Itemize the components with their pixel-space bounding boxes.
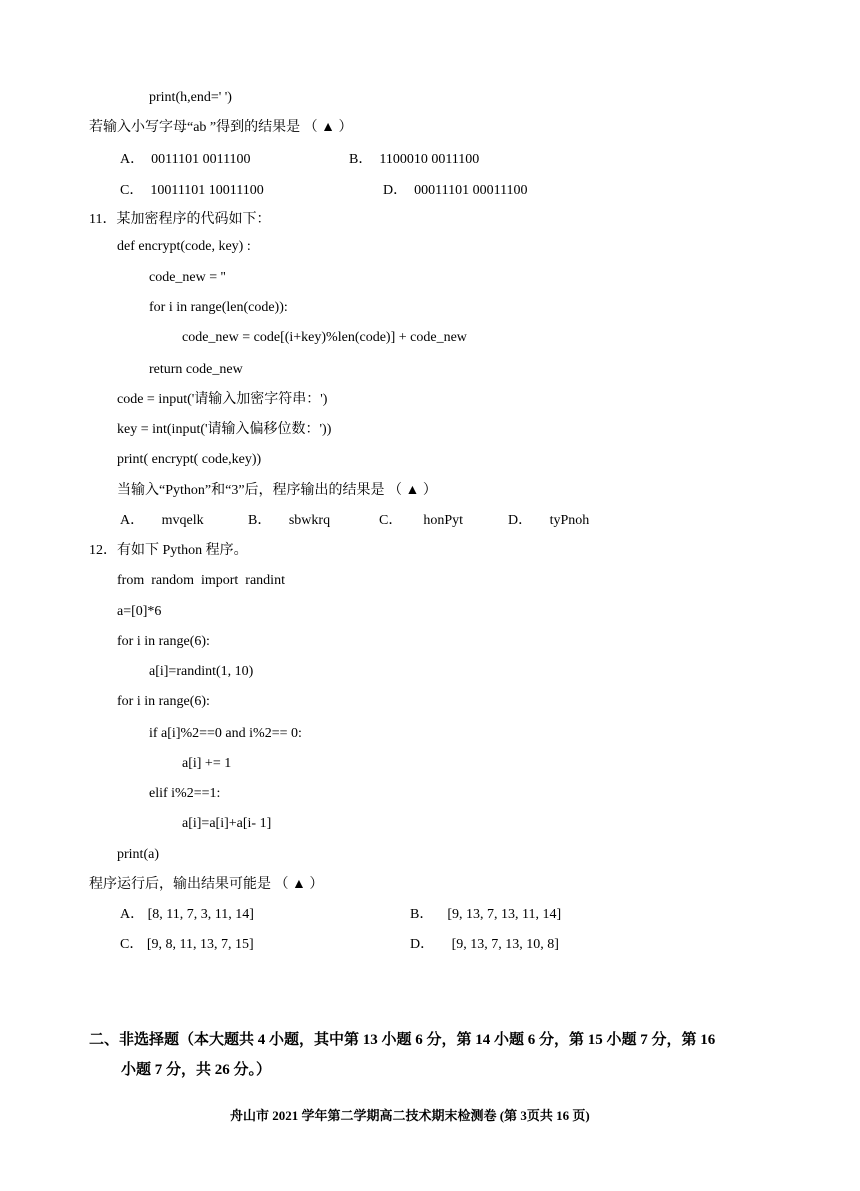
option-label: A． [120, 152, 145, 167]
option-c [120, 181, 264, 201]
option-b [349, 150, 479, 170]
option-d [383, 181, 528, 201]
code-line: a[i]=a[i]+a[i- 1] [182, 816, 272, 831]
option-text: mvqelk [161, 513, 204, 528]
option-b [248, 511, 330, 531]
option-label: D． [508, 513, 533, 528]
code-line: code_new = '' [149, 270, 226, 285]
question-text: 若输入小写字母“ab ”得到的结果是 （ ▲ ） [89, 120, 353, 135]
code-line: a[i]=randint(1, 10) [149, 664, 254, 679]
code-line: print( encrypt( code,key)) [117, 452, 262, 467]
option-label: C． [379, 513, 403, 528]
code-line: return code_new [149, 362, 243, 377]
option-label: B． [349, 152, 373, 167]
option-label: D． [410, 937, 435, 952]
option-a [120, 905, 254, 925]
option-text: 0011101 0011100 [151, 152, 251, 167]
question-stem: 12．有如下 Python 程序。 [89, 543, 248, 558]
code-line: print(h,end=' ') [149, 90, 232, 105]
option-label: B． [248, 513, 272, 528]
code-line: key = int(input('请输入偏移位数：')) [117, 422, 332, 437]
option-d [410, 935, 559, 955]
question-stem: 11．某加密程序的代码如下： [89, 212, 271, 227]
code-line: for i in range(len(code)): [149, 300, 288, 315]
page-footer: 舟山市 2021 学年第二学期高二技术期末检测卷 (第 3页共 16 页) [230, 1108, 590, 1123]
option-label: A． [120, 907, 145, 922]
code-line: def encrypt(code, key) : [117, 239, 251, 254]
option-label: B． [410, 907, 434, 922]
option-text: 10011101 10011100 [150, 183, 264, 198]
option-text: [9, 13, 7, 13, 11, 14] [447, 907, 562, 922]
option-d [508, 511, 589, 531]
option-text: honPyt [423, 513, 464, 528]
option-label: C． [120, 937, 144, 952]
question-text: 当输入“Python”和“3”后，程序输出的结果是 （ ▲ ） [117, 483, 437, 498]
code-line: if a[i]%2==0 and i%2== 0: [149, 726, 302, 741]
option-label: D． [383, 183, 408, 198]
code-line: code = input('请输入加密字符串：') [117, 392, 328, 407]
option-a [120, 150, 251, 170]
option-label: C． [120, 183, 144, 198]
code-line: for i in range(6): [117, 694, 210, 709]
option-text: tyPnoh [549, 513, 590, 528]
option-c [120, 935, 254, 955]
option-text: [8, 11, 7, 3, 11, 14] [147, 907, 254, 922]
option-text: [9, 8, 11, 13, 7, 15] [146, 937, 254, 952]
section-heading-cont: 小题 7 分，共 26 分。） [121, 1062, 272, 1078]
code-line: from random import randint [117, 573, 285, 588]
code-line: a=[0]*6 [117, 604, 162, 619]
code-line: elif i%2==1: [149, 786, 221, 801]
option-text: 1100010 0011100 [379, 152, 480, 167]
option-text: 00011101 00011100 [414, 183, 528, 198]
question-text: 程序运行后，输出结果可能是 （ ▲ ） [89, 877, 324, 892]
option-text: sbwkrq [288, 513, 331, 528]
option-text: [9, 13, 7, 13, 10, 8] [451, 937, 559, 952]
option-a [120, 511, 204, 531]
option-label: A． [120, 513, 145, 528]
code-line: a[i] += 1 [182, 756, 232, 771]
section-heading: 二、非选择题（本大题共 4 小题，其中第 13 小题 6 分，第 14 小题 6 分，第 15 小题 7 分，第 16 [89, 1032, 716, 1048]
code-line: code_new = code[(i+key)%len(code)] + code_new [182, 330, 467, 345]
code-line: for i in range(6): [117, 634, 210, 649]
option-b [410, 905, 561, 925]
option-c [379, 511, 463, 531]
code-line: print(a) [117, 847, 159, 862]
